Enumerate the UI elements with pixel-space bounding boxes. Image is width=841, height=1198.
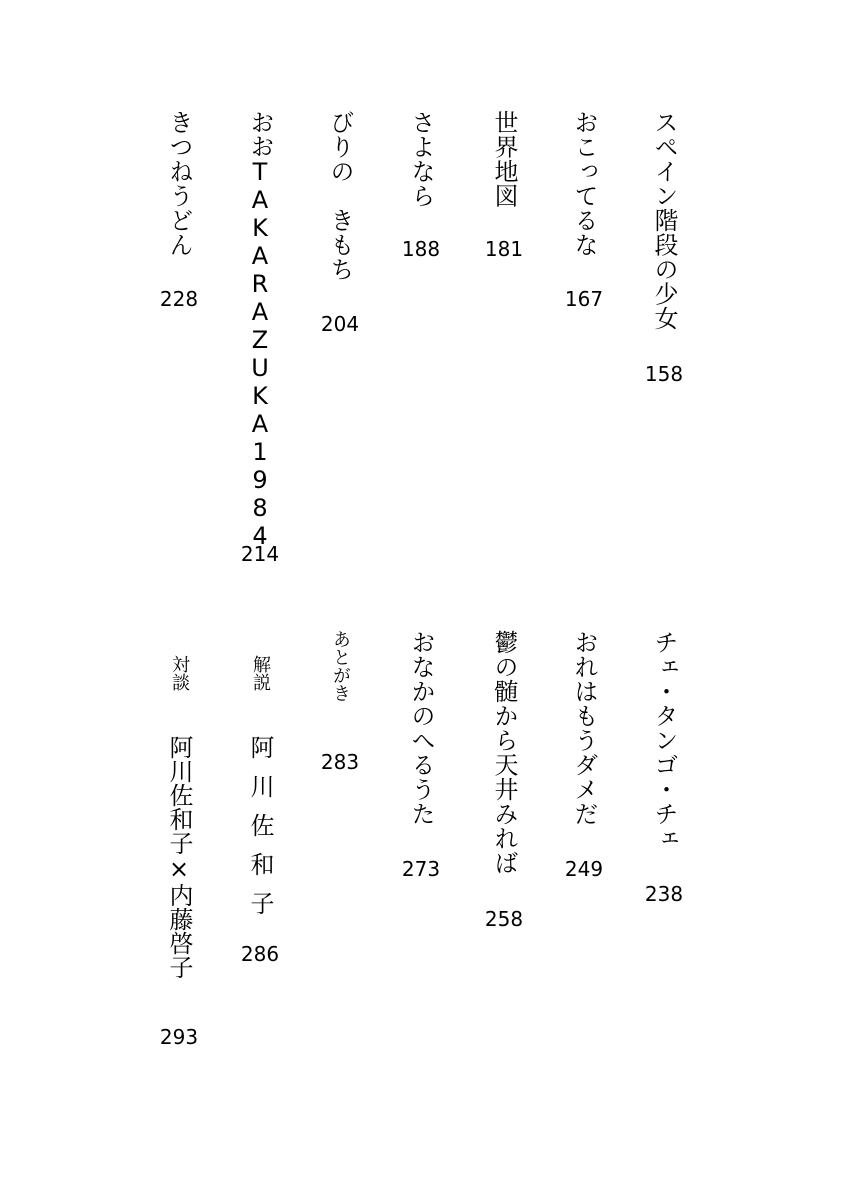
entry-page-number: 283 [320, 750, 360, 774]
entry-title: おれはもうダメだ [570, 630, 598, 826]
entry-page-number: 204 [320, 312, 360, 336]
toc-entry [155, 110, 203, 311]
entry-page-number: 228 [159, 287, 199, 311]
entry-page-number: 188 [401, 237, 441, 261]
entry-label: 解説 [250, 655, 271, 691]
entry-title: チェ・タンゴ・チェ [650, 630, 678, 851]
toc-entry [236, 110, 284, 566]
entry-author: 阿川佐和子×内藤啓子 [165, 735, 193, 979]
toc-entry-commentary [236, 655, 284, 966]
entry-title: 鬱の髄から天井みれば [490, 630, 518, 875]
entry-title: びりの きもち [326, 110, 354, 282]
toc-entry [480, 630, 528, 931]
entry-title: 世界地図 [490, 110, 518, 208]
entry-title: あとがき [330, 630, 351, 702]
toc-entry [640, 110, 688, 386]
entry-page-number: 273 [401, 857, 441, 881]
toc-entry [316, 630, 364, 774]
entry-title: きつねうどん [165, 110, 193, 257]
entry-label: 対談 [169, 655, 190, 691]
entry-page-number: 158 [644, 362, 684, 386]
toc-entry-dialogue [155, 655, 203, 1049]
entry-page-number: 293 [159, 1025, 199, 1049]
entry-page-number: 238 [644, 882, 684, 906]
toc-entry [397, 630, 445, 881]
entry-title: おおTAKARAZUKA1984 [246, 110, 274, 550]
toc-entry [560, 630, 608, 881]
toc-entry [480, 110, 528, 261]
entry-page-number: 286 [240, 942, 280, 966]
toc-entry [560, 110, 608, 311]
entry-page-number: 249 [564, 857, 604, 881]
toc-entry [640, 630, 688, 906]
entry-page-number: 181 [484, 237, 524, 261]
entry-title: さよなら [407, 110, 435, 208]
toc-entry [316, 110, 364, 336]
toc-entry [397, 110, 445, 261]
entry-author: 阿川佐和子 [246, 735, 274, 930]
entry-title: スペイン階段の少女 [650, 110, 678, 331]
entry-page-number: 214 [240, 542, 280, 566]
entry-page-number: 167 [564, 287, 604, 311]
entry-title: おこってるな [570, 110, 598, 257]
entry-title: おなかのへるうた [407, 630, 435, 826]
entry-page-number: 258 [484, 907, 524, 931]
